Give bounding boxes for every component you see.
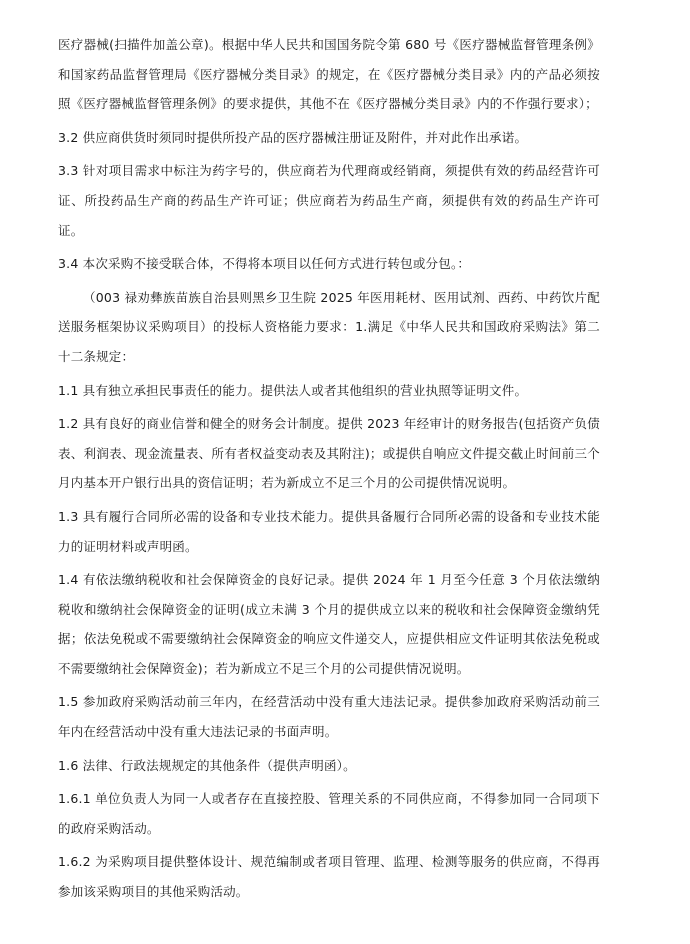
paragraph-3-4-no-consortium: 3.4 本次采购不接受联合体，不得将本项目以任何方式进行转包或分包。： <box>58 256 471 272</box>
paragraph-1-5-no-violation-record: 1.5 参加政府采购活动前三年内，在经营活动中没有重大违法记录。提供参加政府采购活动前三年内在经营活动中没有重大违法记录的书面声明。 <box>58 694 600 740</box>
paragraph-bidder-qualification-intro: （003 禄劝彝族苗族自治县则黑乡卫生院 2025 年医用耗材、医用试剂、西药、中药饮片配送服务框架协议采购项目）的投标人资格能力要求：1.满足《中华人民共和国政府采购法》第二十二条规定： <box>58 289 600 364</box>
paragraph-1-6-1-same-responsible-person: 1.6.1 单位负责人为同一人或者存在直接控股、管理关系的不同供应商，不得参加同一合同项下的政府采购活动。 <box>58 791 600 836</box>
paragraph-1-4-tax-social-security: 1.4 有依法缴纳税收和社会保障资金的良好记录。提供 2024 年 1 月至今任意 3 个月依法缴纳税收和缴纳社会保障资金的证明(成立未满 3 个月的提供成立以来的税收和社会保障资金缴纳凭据；依法免税或不需要缴纳社会保障资金的响应文件递交人，应提供相应文件证明其依法免税或不需要缴纳社会保障资金)；若为新成立不足三个月的公司提供情况说明。 <box>58 572 600 676</box>
paragraph-medical-device-requirements: 医疗器械(扫描件加盖公章)。根据中华人民共和国国务院令第 680 号《医疗器械监督管理条例》和国家药品监督管理局《医疗器械分类目录》的规定，在《医疗器械分类目录》内的产品必须按照《医疗器械监督管理条例》的要求提供，其他不在《医疗器械分类目录》内的不作强行要求）； <box>58 37 600 112</box>
paragraph-1-6-2-design-service-provider: 1.6.2 为采购项目提供整体设计、规范编制或者项目管理、监理、检测等服务的供应商，不得再参加该采购项目的其他采购活动。 <box>58 854 600 900</box>
paragraph-1-3-equipment-capability: 1.3 具有履行合同所必需的设备和专业技术能力。提供具备履行合同所必需的设备和专业技术能力的证明材料或声明函。 <box>58 508 600 554</box>
paragraph-1-6-other-conditions: 1.6 法律、行政法规规定的其他条件（提供声明函）。 <box>58 757 356 773</box>
paragraph-3-3-drug-license: 3.3 针对项目需求中标注为药字号的，供应商若为代理商或经销商，须提供有效的药品经营许可证、所投药品生产商的药品生产许可证；供应商若为药品生产商，须提供有效的药品生产许可证。 <box>58 163 600 238</box>
paragraph-3-2-registration-certificate: 3.2 供应商供货时须同时提供所投产品的医疗器械注册证及附件，并对此作出承诺。 <box>58 129 528 145</box>
paragraph-1-1-civil-liability: 1.1 具有独立承担民事责任的能力。提供法人或者其他组织的营业执照等证明文件。 <box>58 382 528 398</box>
paragraph-1-2-financial-system: 1.2 具有良好的商业信誉和健全的财务会计制度。提供 2023 年经审计的财务报告(包括资产负债表、利润表、现金流量表、所有者权益变动表及其附注)；或提供自响应文件提交截止时间前三个月内基本开户银行出具的资信证明；若为新成立不足三个月的公司提供情况说明。 <box>58 416 600 491</box>
